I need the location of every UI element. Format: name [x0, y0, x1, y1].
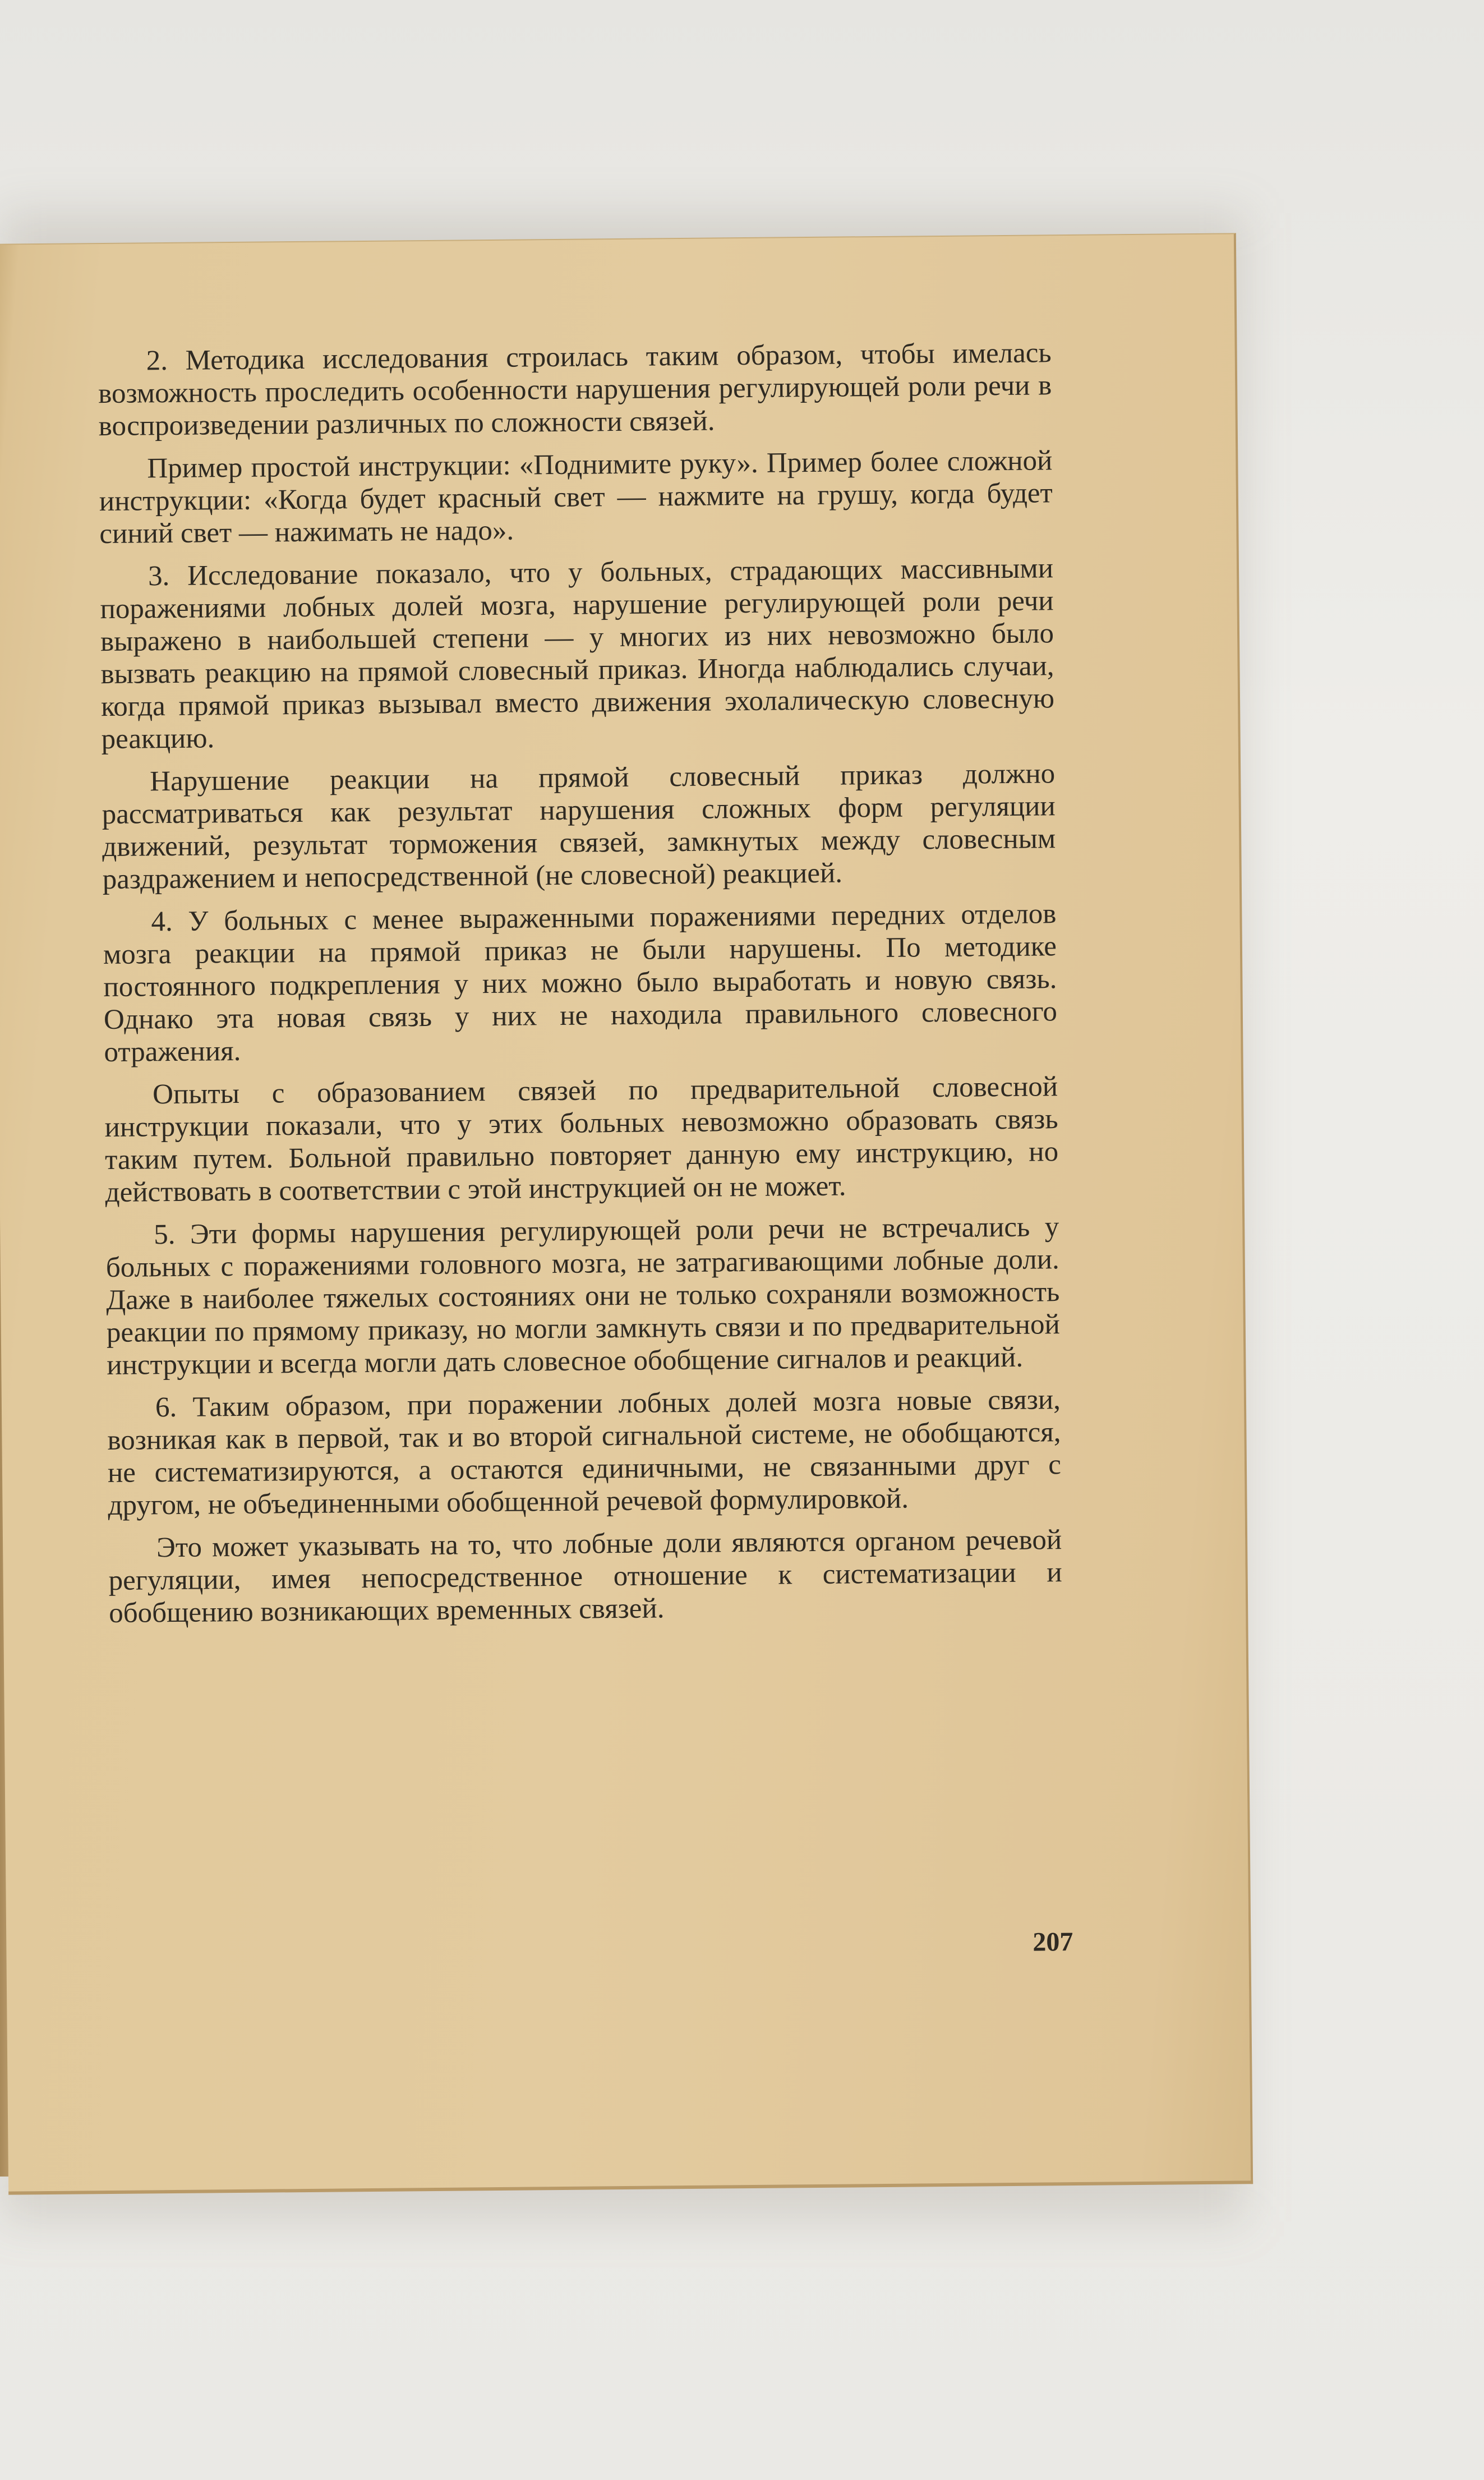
paragraph-3-study: 3. Исследование показало, что у больных, страдающих массивными поражениями лобных долей мозга, нарушение регулирующей роли речи выражено в наибольшей степени — у многих из них невозможно было вызвать реакцию на прямой словесный приказ. Иногда наблюдались случаи, когда прямой приказ вызывал вместо движения эхолалическую словесную реакцию. [100, 553, 1055, 756]
book-page [0, 233, 1253, 2194]
paragraph-2-method: 2. Методика исследования строилась таким образом, чтобы имелась возможность проследить особенности нарушения регулирующей роли речи в воспроизведении различных по сложности связей. [98, 337, 1052, 443]
paragraph-6-conclusion: 6. Таким образом, при поражении лобных долей мозга новые связи, возникая как в первой, так и во второй сигнальной системе, не обобщаются, не систематизируются, а остаются единичными, не связанными друг с другом, не объединенными обобщенной речевой формулировкой. [107, 1384, 1062, 1522]
paragraph-final: Это может указывать на то, что лобные доли являются органом речевой регуляции, имея непосредственное отношение к систематизации и обобщению возникающих временных связей. [108, 1524, 1062, 1630]
page-text [98, 337, 1062, 1640]
paragraph-4-lesions: 4. У больных с менее выраженными поражениями передних отделов мозга реакции на прямой приказ не были нарушены. По методике постоянного подкрепления у них можно было выработать и новую связь. Однако эта новая связь у них не находила правильного словесного отражения. [103, 898, 1058, 1069]
paragraph-instruction-example: Пример простой инструкции: «Поднимите руку». Пример более сложной инструкции: «Когда будет красный свет — нажмите на грушу, когда будет синий свет — нажимать не надо». [99, 445, 1053, 550]
paragraph-5-forms: 5. Эти формы нарушения регулирующей роли речи не встречались у больных с поражениями головного мозга, не затрагивающими лобные доли. Даже в наиболее тяжелых состояниях они не только сохраняли возможность реакции по прямому приказу, но могли замкнуть связи и по предварительной инструкции и всегда могли дать словесное обобщение сигналов и реакций. [105, 1211, 1060, 1382]
page-number: 207 [1033, 1927, 1073, 1957]
paragraph-experiments: Опыты с образованием связей по предварительной словесной инструкции показали, что у этих больных невозможно образовать связь таким путем. Больной правильно повторяет данную ему инструкцию, но действовать в соответствии с этой инструкцией он не может. [104, 1071, 1059, 1209]
paragraph-reaction-disorder: Нарушение реакции на прямой словесный приказ должно рассматриваться как результат нарушения сложных форм регуляции движений, результат торможения связей, замкнутых между словесным раздражением и непосредственной (не словесной) реакцией. [102, 758, 1056, 896]
